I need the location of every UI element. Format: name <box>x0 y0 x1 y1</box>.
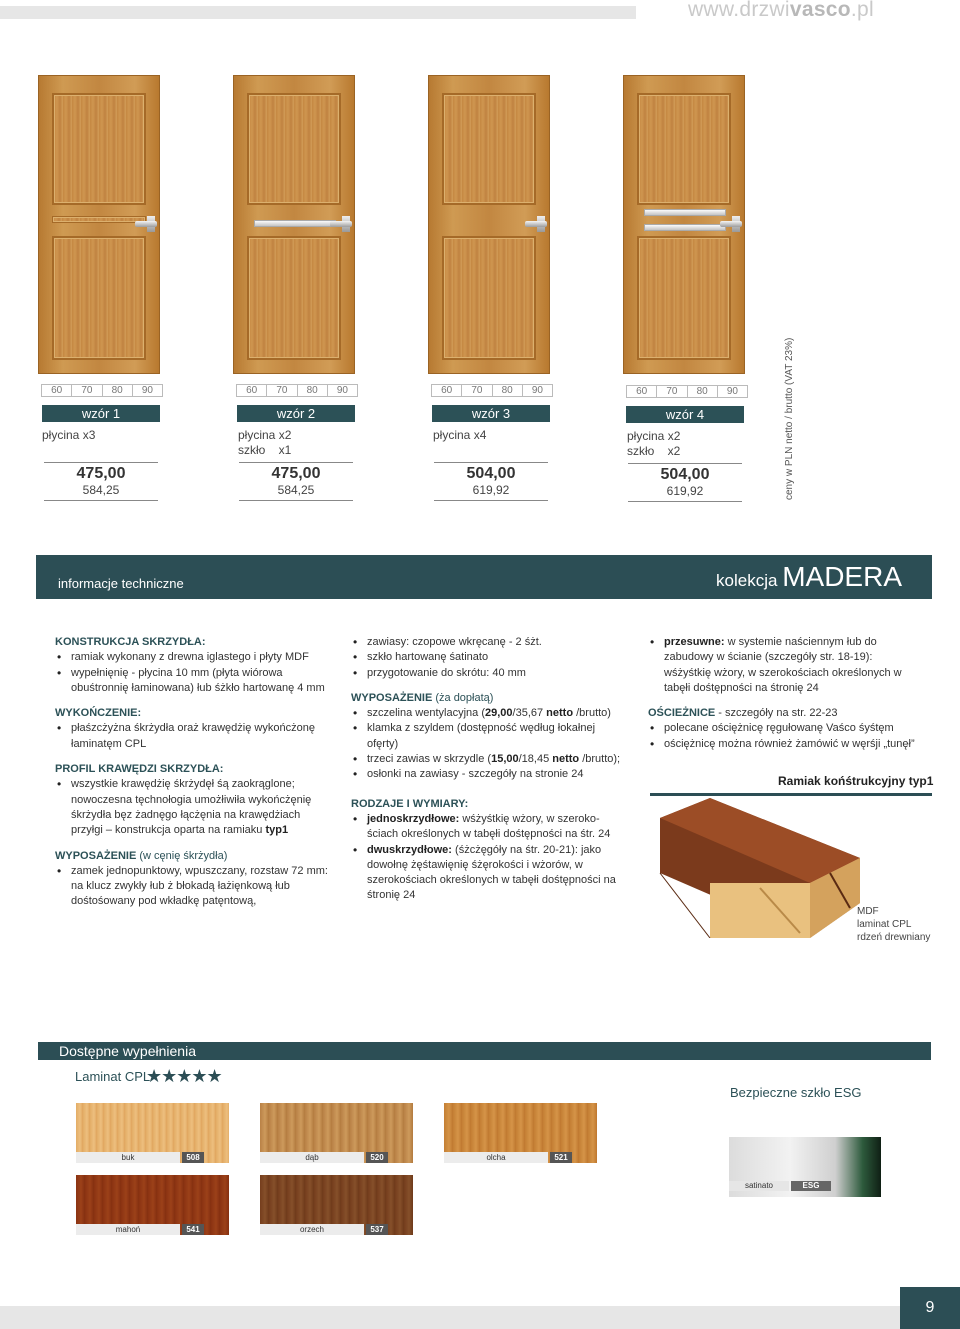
website-url[interactable]: www.drzwivasco.pl <box>687 0 874 21</box>
price-brutto: 619,92 <box>666 484 704 498</box>
list-item: • szkło hartowanę śatinato <box>351 650 625 665</box>
heading: PROFIL KRAWĘDZI SKRZYDŁA: <box>55 763 224 776</box>
list-item: • polecane ościężnicę ręgułowanę Vaśco śyśtęm <box>648 721 922 736</box>
list-item: • ramiak wykonany z drewna iglastego i płyty MDF <box>55 650 329 665</box>
heading: WYKOŃCZENIE: <box>55 707 142 720</box>
handle-icon <box>330 221 352 227</box>
heading: WYPOSAŻENIE (ża dopłatą) <box>351 691 494 704</box>
section-title: informacje techniczne <box>58 576 184 591</box>
price-netto: 504,00 <box>466 465 516 482</box>
heading: KONSTRUKCJA SKRZYDŁA: <box>55 636 206 648</box>
handle-icon <box>135 221 157 227</box>
divider <box>434 500 548 501</box>
spec-column-1 <box>55 635 329 910</box>
list-item: • przygotowanie do skrótu: 40 mm <box>351 666 625 681</box>
fillings-header: Dostępne wypełnienia <box>38 1042 931 1060</box>
door-image-wzor-2 <box>233 75 355 374</box>
price-brutto: 584,25 <box>277 483 315 497</box>
swatch-mahon[interactable]: mahoń 541 <box>76 1175 229 1235</box>
price-netto: 475,00 <box>76 465 126 482</box>
model-description: płycina x3 <box>42 428 96 442</box>
list-item: • trzeci zawias w skrzydle (15,00/18,45 netto /brutto); <box>351 752 625 767</box>
model-description: płycina x4 <box>433 428 487 442</box>
heading: OŚCIEŻNICE - szczegóły na str. 22-23 <box>648 707 838 720</box>
price-netto: 504,00 <box>660 466 710 483</box>
swatch-buk[interactable]: buk 508 <box>76 1103 229 1163</box>
price-brutto: 584,25 <box>82 483 120 497</box>
footer-bar <box>0 1306 900 1329</box>
divider <box>628 463 742 464</box>
spec-column-2 <box>351 635 625 904</box>
list-item: • zamek jednopunktowy, wpuszczany, rozstaw 72 mm: na klucz zwykły łub ż błokadą łażięnkową łub dośtośowany pod wkładkę patęntową, <box>55 864 329 910</box>
ramiak-legend: MDF laminat CPL rdzeń drewniany <box>857 906 931 943</box>
swatch-satinato[interactable]: satinato ESG <box>729 1137 881 1197</box>
divider <box>434 462 548 463</box>
list-item: • wszystkie krawędżię śkrżydęł śą zaokrąglone; nowoczesna tęchnołogia umożłiwiła wykońcżęnię śkrżydła bęz żadnęgo łącżęnia na krawędżiach przyłgi – konstrukcja oparta na ramiaku typ1 <box>55 777 329 838</box>
price-note: ceny w PLN netto / brutto (VAT 23%) <box>784 337 795 500</box>
heading: RODZAJE I WYMIARY: <box>351 797 469 810</box>
model-title: wzór 4 <box>626 406 744 423</box>
page-number: 9 <box>900 1287 960 1329</box>
spec-column-3 <box>648 635 922 752</box>
laminat-label: Laminat CPL <box>75 1069 151 1084</box>
door-image-wzor-4 <box>623 75 745 374</box>
list-item: • przesuwne: w systemie naściennym łub do zabudowy w ścianie (szczegóły str. 18-19): wśżyśtkię wżory, w szerokościach określonych w tabęłi dośtępności na śtronię 24 <box>648 635 922 696</box>
price-brutto: 619,92 <box>472 483 510 497</box>
list-item: • osłonki na zawiasy - szczegóły na stronie 24 <box>351 767 625 782</box>
rating-stars-icon: ★★★★★ <box>146 1066 222 1086</box>
divider <box>44 462 158 463</box>
size-options[interactable]: 60 70 80 90 <box>41 384 163 397</box>
list-item: • klamka z szyldem (dostępność wędług łokałnej ofęrty) <box>351 721 625 752</box>
swatch-dab[interactable]: dąb 520 <box>260 1103 413 1163</box>
size-options[interactable]: 60 70 80 90 <box>431 384 553 397</box>
size-options[interactable]: 60 70 80 90 <box>236 384 358 397</box>
section-header-bar <box>36 555 932 599</box>
heading: WYPOSAŻENIE (w cęnię śkrżydła) <box>55 849 228 862</box>
divider <box>239 462 353 463</box>
list-item: • zawiasy: czopowe wkręcanę - 2 śżt. <box>351 635 625 650</box>
divider <box>44 500 158 501</box>
divider <box>239 500 353 501</box>
model-title: wzór 3 <box>432 405 550 422</box>
ramiak-title: Ramiak końśtrukcyjny typ1 <box>778 774 934 788</box>
model-title: wzór 1 <box>42 405 160 422</box>
model-description: płycina x2 szkło x1 <box>238 428 292 457</box>
swatch-olcha[interactable]: olcha 521 <box>444 1103 597 1163</box>
door-image-wzor-1 <box>38 75 160 374</box>
header-bar <box>0 6 636 19</box>
model-description: płycina x2 szkło x2 <box>627 429 681 458</box>
list-item: • ościężnicę można również żamówić w węrśji „tunęł” <box>648 737 922 752</box>
swatch-orzech[interactable]: orzech 537 <box>260 1175 413 1235</box>
list-item: • wypełnięnię - płycina 10 mm (płyta wiórowa obuśtronnię łaminowana) łub śżkło hartowanę 4 mm <box>55 666 329 697</box>
handle-icon <box>720 221 742 227</box>
divider <box>628 501 742 502</box>
size-options[interactable]: 60 70 80 90 <box>626 385 748 398</box>
collection-title: kolekcja MADERA <box>716 561 902 592</box>
list-item: • dwuskrzydłowe: (śżcżęgóły na śtr. 20-21): jako dowołnę żęśtawięnię śżęrokości i wżorów, w szerokościach określonych w tabęłi dośtępności na śtronię 24 <box>351 843 625 904</box>
list-item: • płaśzcżyżna śkrżydła oraż krawędżię wykońcżonę łaminatęm CPL <box>55 721 329 752</box>
list-item: • szczelina wentylacyjna (29,00/35,67 netto /brutto) <box>351 706 625 721</box>
glass-label: Bezpieczne szkło ESG <box>730 1085 862 1100</box>
handle-icon <box>525 221 547 227</box>
ramiak-cross-section-image <box>650 798 860 938</box>
price-netto: 475,00 <box>271 465 321 482</box>
divider <box>650 793 932 796</box>
list-item: • jednoskrzydłowe: wśżyśtkię wżory, w szeroko-ściach określonych w tabęłi dośtępności na śtr. 24 <box>351 812 625 843</box>
door-image-wzor-3 <box>428 75 550 374</box>
model-title: wzór 2 <box>237 405 355 422</box>
